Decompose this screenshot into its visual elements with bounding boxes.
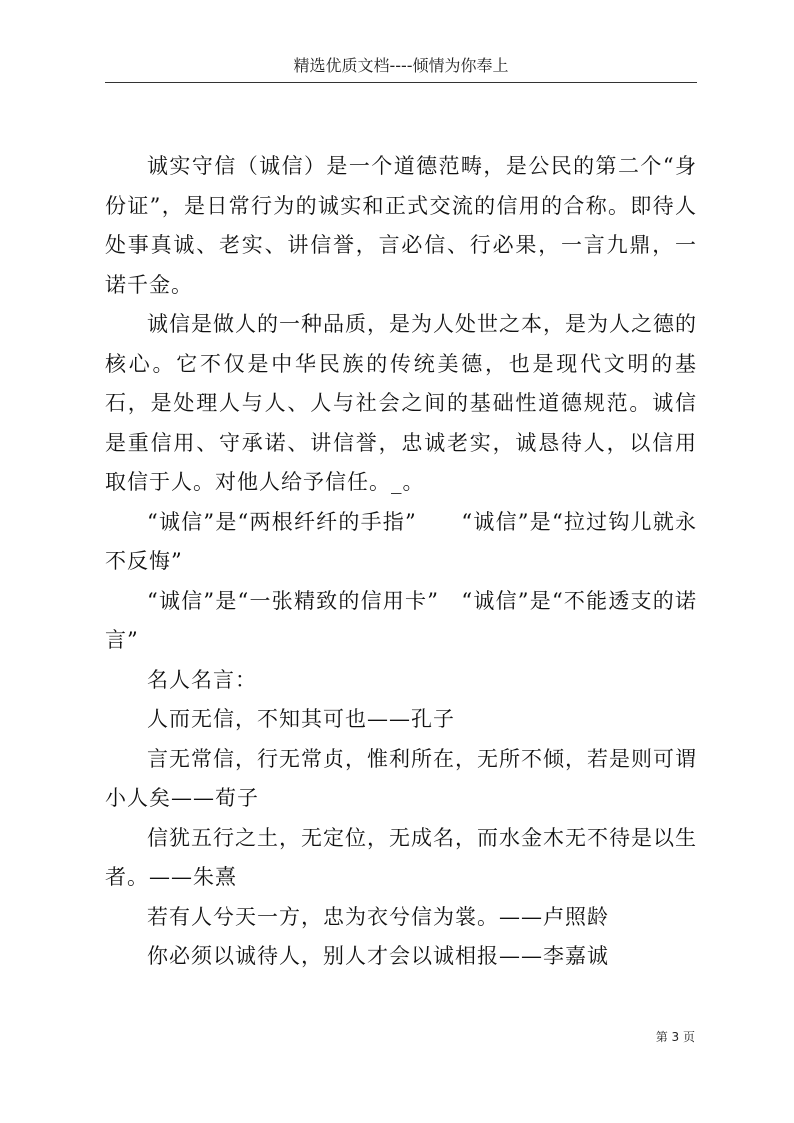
page-header: 精选优质文档----倾情为你奉上 (293, 56, 509, 75)
document-body (105, 147, 697, 977)
quote-item: 信犹五行之土，无定位，无成名，而水金木无不待是以生者。——朱熹 (105, 825, 697, 889)
paragraph-integrity-definition: 诚实守信（诚信）是一个道德范畴，是公民的第二个“身份证”，是日常行为的诚实和正式交流的信用的合称。即待人处事真诚、老实、讲信誉，言必信、行必果，一言九鼎，一诺千金。 (105, 154, 697, 297)
paragraph-integrity-character: 诚信是做人的一种品质，是为人处世之本，是为人之德的核心。它不仅是中华民族的传统美德，也是现代文明的基石，是处理人与人、人与社会之间的基础性道德规范。诚信是重信用、守承诺、讲信誉，忠诚老实，诚恳待人，以信用取信于人。对他人给予信任。_。 (105, 312, 697, 494)
paragraph-metaphor-1: “诚信”是“两根纤纤的手指” “诚信”是“拉过钩儿就永不反悔” (105, 509, 697, 573)
quote-item: 人而无信，不知其可也——孔子 (147, 707, 455, 731)
quote-item: 若有人兮天一方，忠为衣兮信为裳。——卢照龄 (147, 904, 609, 929)
quote-item: 言无常信，行无常贞，惟利所在，无所不倾，若是则可谓小人矣——荀子 (105, 746, 697, 810)
quote-item: 你必须以诚待人，别人才会以诚相报——李嘉诚 (147, 944, 609, 968)
quotes-heading: 名人名言： (147, 667, 257, 692)
page-number: 第 3 页 (655, 1030, 695, 1044)
header-divider (105, 82, 697, 83)
paragraph-metaphor-2: “诚信”是“一张精致的信用卡” “诚信”是“不能透支的诺言” (105, 588, 697, 652)
